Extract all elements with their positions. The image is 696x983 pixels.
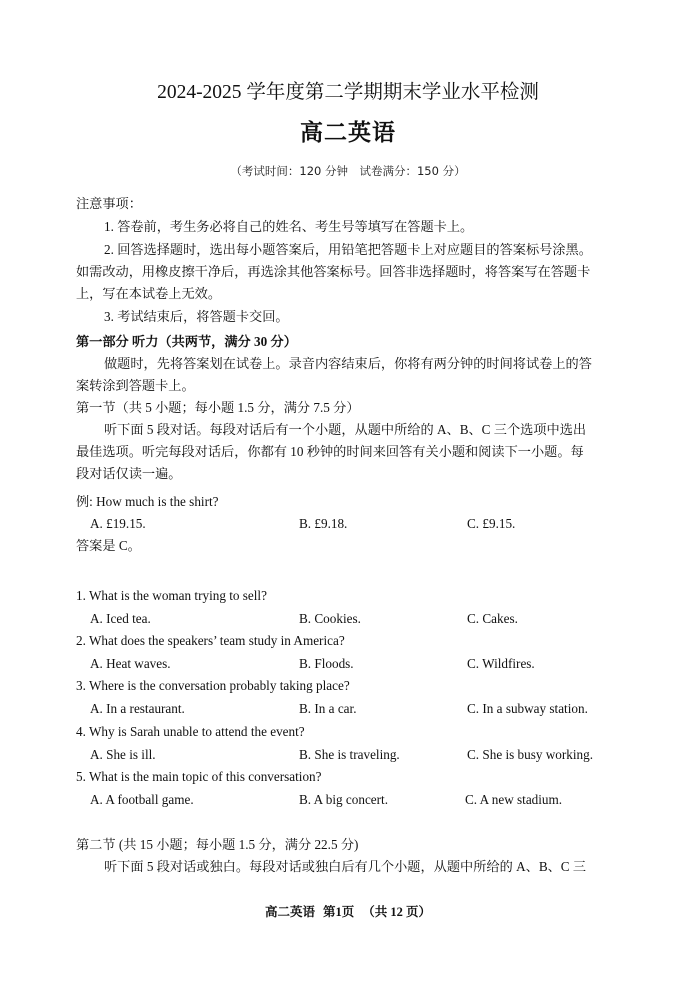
q1-option-c: C. Cakes.	[467, 611, 518, 626]
notice-item-2: 2. 回答选择题时，选出每小题答案后，用铅笔把答题卡上对应题目的答案标号涂黑。	[104, 242, 592, 257]
question-3: 3. Where is the conversation probably taking place?	[76, 678, 350, 693]
part1-heading: 第一部分 听力（共两节，满分 30 分）	[76, 334, 297, 349]
q3-option-a: A. In a restaurant.	[90, 701, 185, 716]
footer-total: （共 12 页）	[362, 905, 432, 919]
q4-option-c: C. She is busy working.	[467, 747, 594, 762]
q3-option-b: B. In a car.	[299, 701, 357, 716]
q2-option-c: C. Wildfires.	[467, 656, 535, 671]
exam-title: 2024-2025 学年度第二学期期末学业水平检测	[157, 82, 539, 103]
q4-option-a: A. She is ill.	[90, 747, 156, 762]
exam-time-info: （考试时间：120 分钟 试卷满分：150 分）	[230, 164, 466, 178]
part1-intro-line2: 案转涂到答题卡上。	[76, 378, 195, 393]
notice-item-2-cont: 如需改动，用橡皮擦干净后，再选涂其他答案标号。回答非选择题时，将答案写在答题卡	[76, 264, 591, 279]
page-footer	[0, 902, 696, 920]
part1-intro-line1: 做题时，先将答案划在试卷上。录音内容结束后，你将有两分钟的时间将试卷上的答	[104, 356, 592, 371]
section1-instr-line2: 最佳选项。听完每段对话后，你都有 10 秒钟的时间来回答有关小题和阅读下一小题。每	[76, 444, 584, 459]
footer-page: 第1页	[322, 905, 355, 919]
subject-title: 高二英语	[300, 120, 396, 145]
q5-option-b: B. A big concert.	[299, 792, 389, 807]
section1-instr-line1: 听下面 5 段对话。每段对话后有一个小题，从题中所给的 A、B、C 三个选项中选出	[104, 422, 587, 437]
question-4: 4. Why is Sarah unable to attend the event?	[76, 724, 305, 739]
notice-heading: 注意事项：	[76, 196, 142, 211]
q1-option-a: A. Iced tea.	[90, 611, 151, 626]
example-answer: 答案是 C。	[76, 538, 141, 553]
notice-item-2-end: 上，写在本试卷上无效。	[76, 286, 222, 301]
example-option-b: B. £9.18.	[299, 516, 348, 531]
section2-instructions: 听下面 5 段对话或独白。每段对话或独白后有几个小题，从题中所给的 A、B、C 三	[104, 859, 587, 874]
q2-option-a: A. Heat waves.	[90, 656, 171, 671]
example-option-a: A. £19.15.	[90, 516, 146, 531]
question-2: 2. What does the speakers’ team study in America?	[76, 633, 345, 648]
question-5: 5. What is the main topic of this conversation?	[76, 769, 322, 784]
q3-option-c: C. In a subway station.	[467, 701, 588, 716]
section1-heading: 第一节（共 5 小题；每小题 1.5 分，满分 7.5 分）	[76, 400, 360, 415]
question-1: 1. What is the woman trying to sell?	[76, 588, 267, 603]
q1-option-b: B. Cookies.	[299, 611, 361, 626]
notice-item-1: 1. 答卷前，考生务必将自己的姓名、考生号等填写在答题卡上。	[104, 219, 474, 234]
q5-option-c: C. A new stadium.	[465, 792, 563, 807]
footer-subject: 高二英语	[264, 905, 315, 919]
q5-option-a: A. A football game.	[90, 792, 194, 807]
example-question: 例: How much is the shirt?	[76, 494, 219, 509]
q2-option-b: B. Floods.	[299, 656, 354, 671]
section2-heading: 第二节 (共 15 小题；每小题 1.5 分，满分 22.5 分)	[76, 837, 359, 852]
q4-option-b: B. She is traveling.	[299, 747, 400, 762]
example-option-c: C. £9.15.	[467, 516, 516, 531]
section1-instr-line3: 段对话仅读一遍。	[76, 466, 182, 481]
notice-item-3: 3. 考试结束后，将答题卡交回。	[104, 309, 289, 324]
